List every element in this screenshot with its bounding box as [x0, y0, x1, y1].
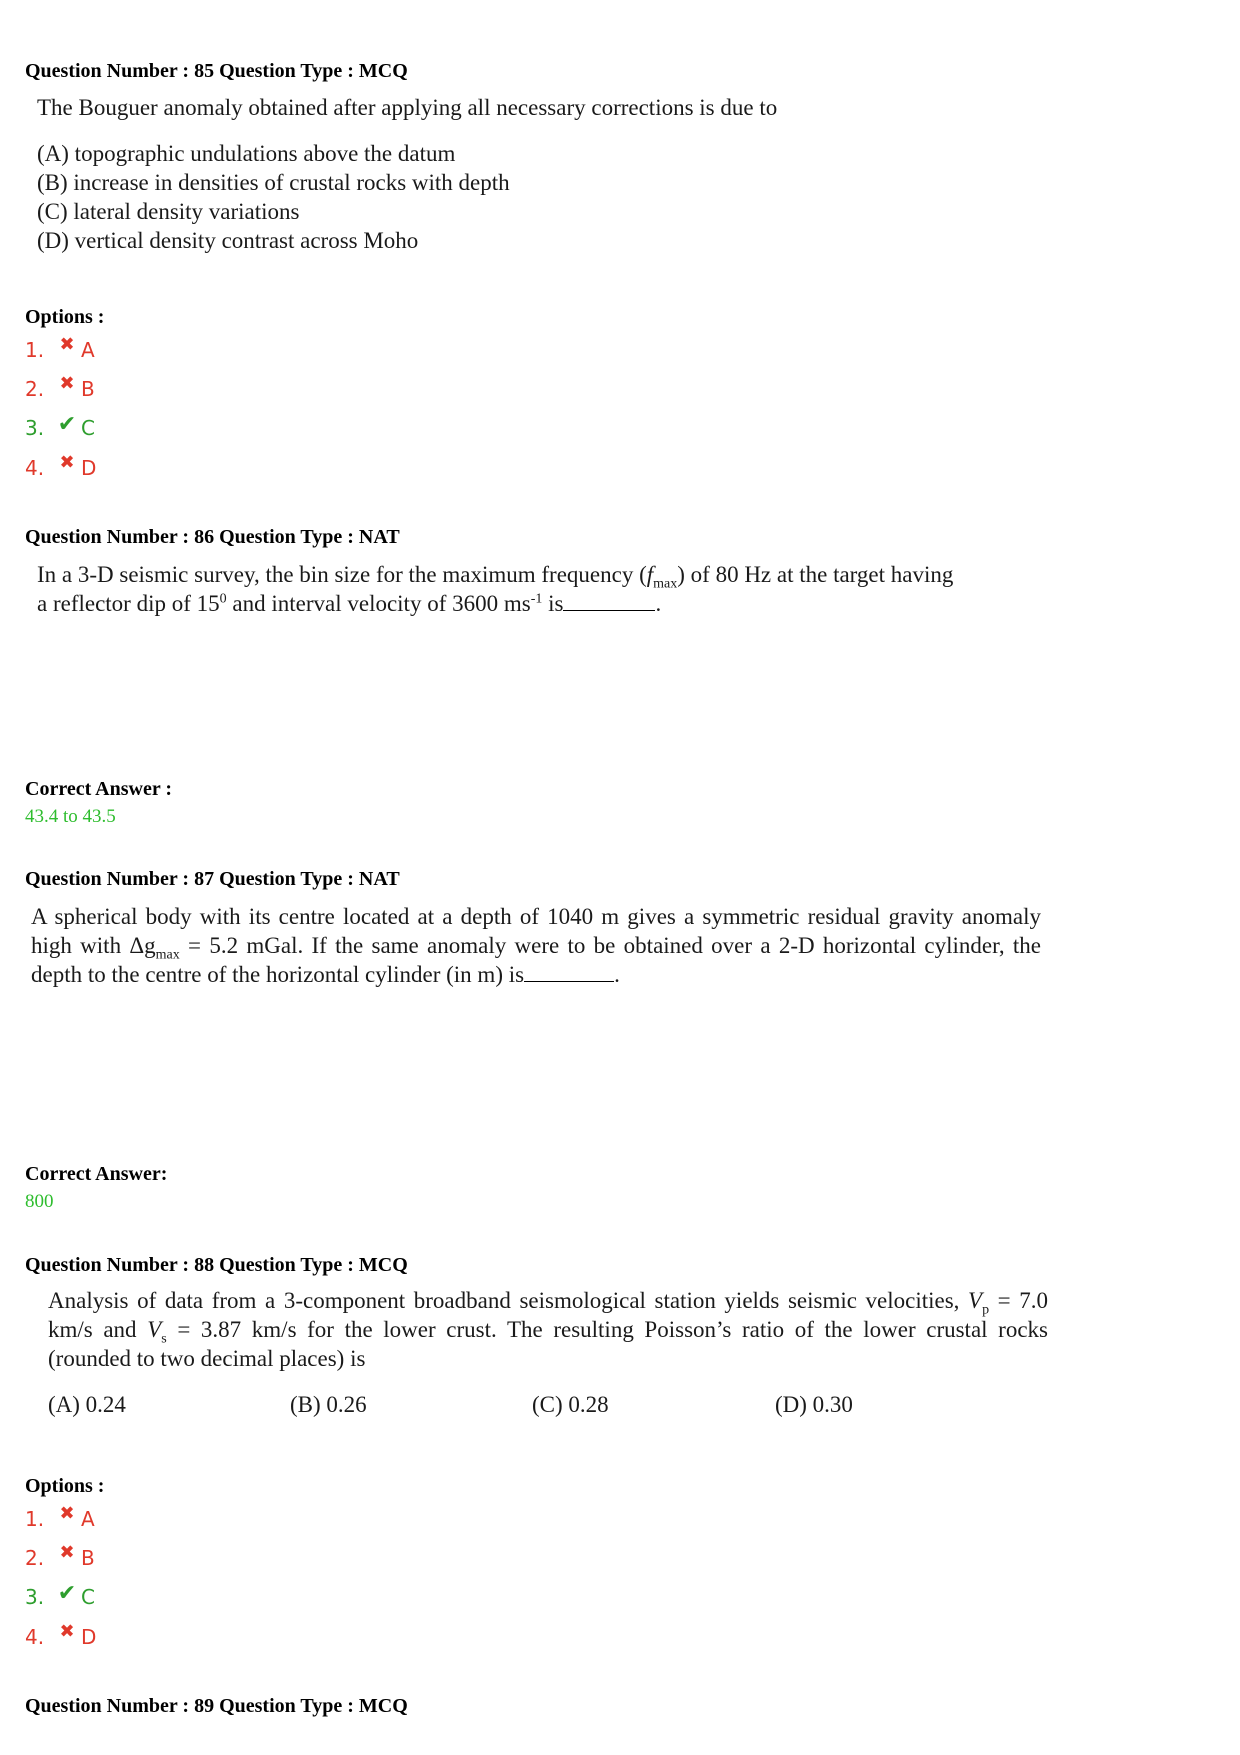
question-88-choice-c: (C) 0.28	[532, 1392, 609, 1417]
answer-blank	[563, 592, 655, 611]
question-85-choice-d: (D) vertical density contrast across Moho	[37, 228, 419, 253]
option-letter: A	[81, 1507, 95, 1531]
cross-icon: ✖	[59, 372, 75, 394]
question-85-text: The Bouguer anomaly obtained after applying all necessary corrections is due to	[37, 95, 778, 120]
option-letter: A	[81, 338, 95, 362]
question-85-option-1	[25, 333, 95, 364]
option-number: 4.	[25, 1625, 45, 1649]
option-number: 3.	[25, 416, 45, 440]
question-85-choice-b: (B) increase in densities of crustal rocks with depth	[37, 170, 510, 195]
question-87-answer: 800	[25, 1191, 54, 1212]
question-88-header: Question Number : 88 Question Type : MCQ	[25, 1254, 408, 1276]
option-letter: D	[81, 456, 97, 480]
question-85-option-2	[25, 372, 95, 403]
question-85-header: Question Number : 85 Question Type : MCQ	[25, 60, 408, 82]
option-letter: C	[81, 416, 95, 440]
cross-icon: ✖	[59, 1502, 75, 1524]
question-86-text: In a 3-D seismic survey, the bin size for the maximum frequency $(f_{max})$ of 80 Hz at the target having a reflector dip of $15^0$ and interval velocity of 3600 $ms^{-1}$ is .	[37, 562, 954, 616]
question-88-option-1	[25, 1502, 95, 1533]
question-85-choice-a: (A) topographic undulations above the datum	[37, 141, 456, 166]
question-88-choice-d: (D) 0.30	[775, 1392, 853, 1417]
question-88-option-3	[25, 1580, 95, 1611]
question-85-choice-c: (C) lateral density variations	[37, 199, 300, 224]
question-88-option-4	[25, 1620, 97, 1651]
question-86-header: Question Number : 86 Question Type : NAT	[25, 526, 400, 548]
cross-icon: ✖	[59, 333, 75, 355]
cross-icon: ✖	[59, 1541, 75, 1563]
question-87-answer-label: Correct Answer:	[25, 1163, 168, 1185]
answer-blank	[524, 963, 614, 982]
question-88-choice-b: (B) 0.26	[290, 1392, 367, 1417]
check-icon: ✔	[57, 411, 77, 437]
question-89-header: Question Number : 89 Question Type : MCQ	[25, 1695, 408, 1717]
option-letter: D	[81, 1625, 97, 1649]
option-number: 4.	[25, 456, 45, 480]
question-87-text: A spherical body with its centre located at a depth of 1040 m gives a symmetric residual gravity anomaly high with $\Delta g_{max} = 5.2$ mGal. If the same anomaly were to be obtained over a 2-D horizontal cylinder, the depth to the centre of the horizontal cylinder (in m) is .	[31, 904, 1041, 987]
option-number: 3.	[25, 1585, 45, 1609]
question-85-options-label: Options :	[25, 306, 105, 328]
cross-icon: ✖	[59, 451, 75, 473]
option-number: 1.	[25, 338, 45, 362]
option-letter: B	[81, 1546, 95, 1570]
option-letter: B	[81, 377, 95, 401]
question-88-text: Analysis of data from a 3-component broadband seismological station yields seismic velocities, $V_p = 7.0$ km/s and $V_s = 3.87$ km/s for the lower crust. The resulting Poisson’s ratio of the lower crustal rocks (rounded to two decimal places) is	[48, 1288, 1048, 1371]
question-88-choice-a: (A) 0.24	[48, 1392, 126, 1417]
option-number: 1.	[25, 1507, 45, 1531]
question-86-answer-label: Correct Answer :	[25, 778, 172, 800]
question-86-answer: 43.4 to 43.5	[25, 806, 116, 827]
question-88-option-2	[25, 1541, 95, 1572]
cross-icon: ✖	[59, 1620, 75, 1642]
option-number: 2.	[25, 1546, 45, 1570]
f-symbol: f	[646, 562, 654, 587]
question-88-options-label: Options :	[25, 1475, 105, 1497]
question-87-header: Question Number : 87 Question Type : NAT	[25, 868, 400, 890]
question-85-option-3	[25, 411, 95, 442]
option-number: 2.	[25, 377, 45, 401]
option-letter: C	[81, 1585, 95, 1609]
check-icon: ✔	[57, 1580, 77, 1606]
question-85-option-4	[25, 451, 97, 482]
